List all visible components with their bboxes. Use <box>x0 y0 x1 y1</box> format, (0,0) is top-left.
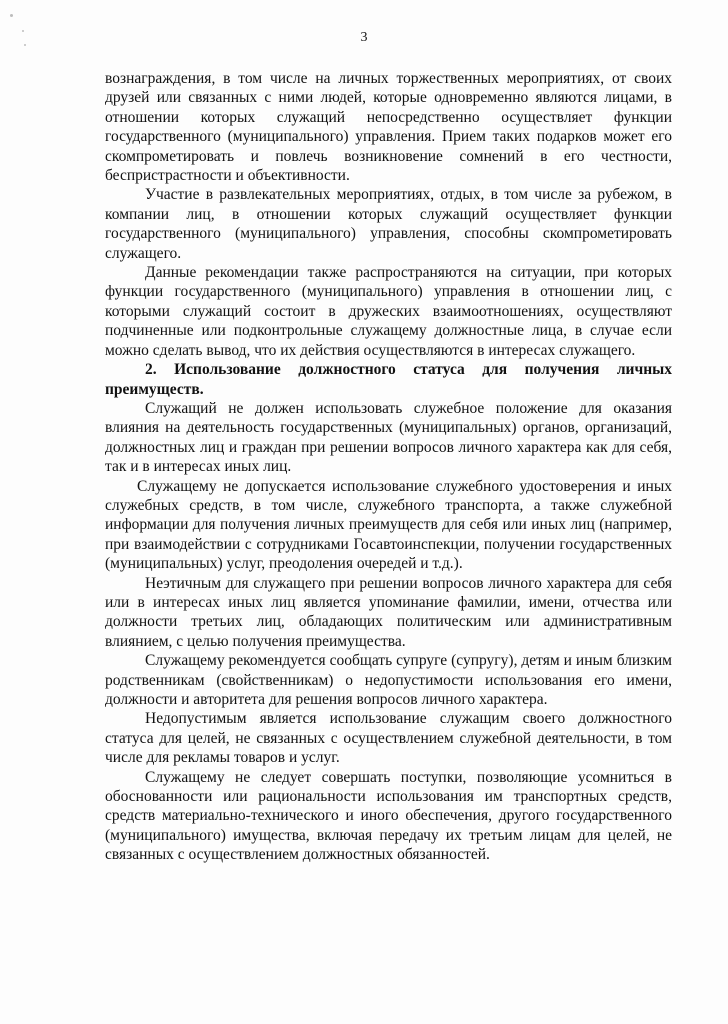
paragraph: Участие в развлекательных мероприятиях, отдых, в том числе за рубежом, в компании лиц, в отношении которых служащий осуществляет функции государственного (муниципального) управления, способны скомпрометировать служащего. <box>105 186 672 262</box>
paragraph: вознаграждения, в том числе на личных торжественных мероприятиях, от своих друзей или связанных с ними людей, которые одновременно являются лицами, в отношении которых служащий непосредственно осуществляет функции государственного (муниципального) управления. Прием таких подарков может его скомпрометировать и повлечь возникновение сомнений в его честности, беспристрастности и объективности. <box>105 70 672 185</box>
paragraph: Недопустимым является использование служащим своего должностного статуса для целей, не связанных с осуществлением служебной деятельности, в том числе для рекламы товаров и услуг. <box>105 710 672 767</box>
paragraph: Служащему не следует совершать поступки, позволяющие усомниться в обоснованности или рациональности использования им транспортных средств, средств материально-технического и иного обеспечения, другого государственного (муниципального) имущества, включая передачу их третьим лицам для целей, не связанных с осуществлением должностных обязанностей. <box>105 768 672 864</box>
scan-speck <box>10 14 13 17</box>
section-heading: 2. Использование должностного статуса для получения личных преимуществ. <box>105 361 672 398</box>
paragraph: Данные рекомендации также распространяются на ситуации, при которых функции государственного (муниципального) управления в отношении лиц, с которыми служащий состоит в дружеских взаимоотношениях, осуществляют подчиненные или подконтрольные служащему должностные лица, в случае если можно сделать вывод, что их действия осуществляются в интересах служащего. <box>105 264 672 359</box>
paragraph: Служащему не допускается использование служебного удостоверения и иных служебных средств, в том числе, служебного транспорта, а также служебной информации для получения личных преимуществ для себя или иных лиц (например, при взаимодействии с сотрудниками Госавтоинспекции, получении государственных (муниципальных) услуг, преодоления очередей и т.д.). <box>105 477 672 573</box>
paragraph: Служащий не должен использовать служебное положение для оказания влияния на деятельность государственных (муниципальных) органов, организаций, должностных лиц и граждан при решении вопросов личного характера как для себя, так и в интересах иных лиц. <box>105 399 672 476</box>
page-number: 3 <box>360 30 368 45</box>
paragraph: Неэтичным для служащего при решении вопросов личного характера для себя или в интересах иных лиц является упоминание фамилии, имени, отчества или должности третьих лиц, обладающих политическим или административным влиянием, с целью получения преимущества. <box>105 574 672 650</box>
document-body <box>105 69 672 865</box>
paragraph: Служащему рекомендуется сообщать супруге (супругу), детям и иным близким родственникам (свойственникам) о недопустимости использования его имени, должности и авторитета для решения вопросов личного характера. <box>105 652 672 708</box>
